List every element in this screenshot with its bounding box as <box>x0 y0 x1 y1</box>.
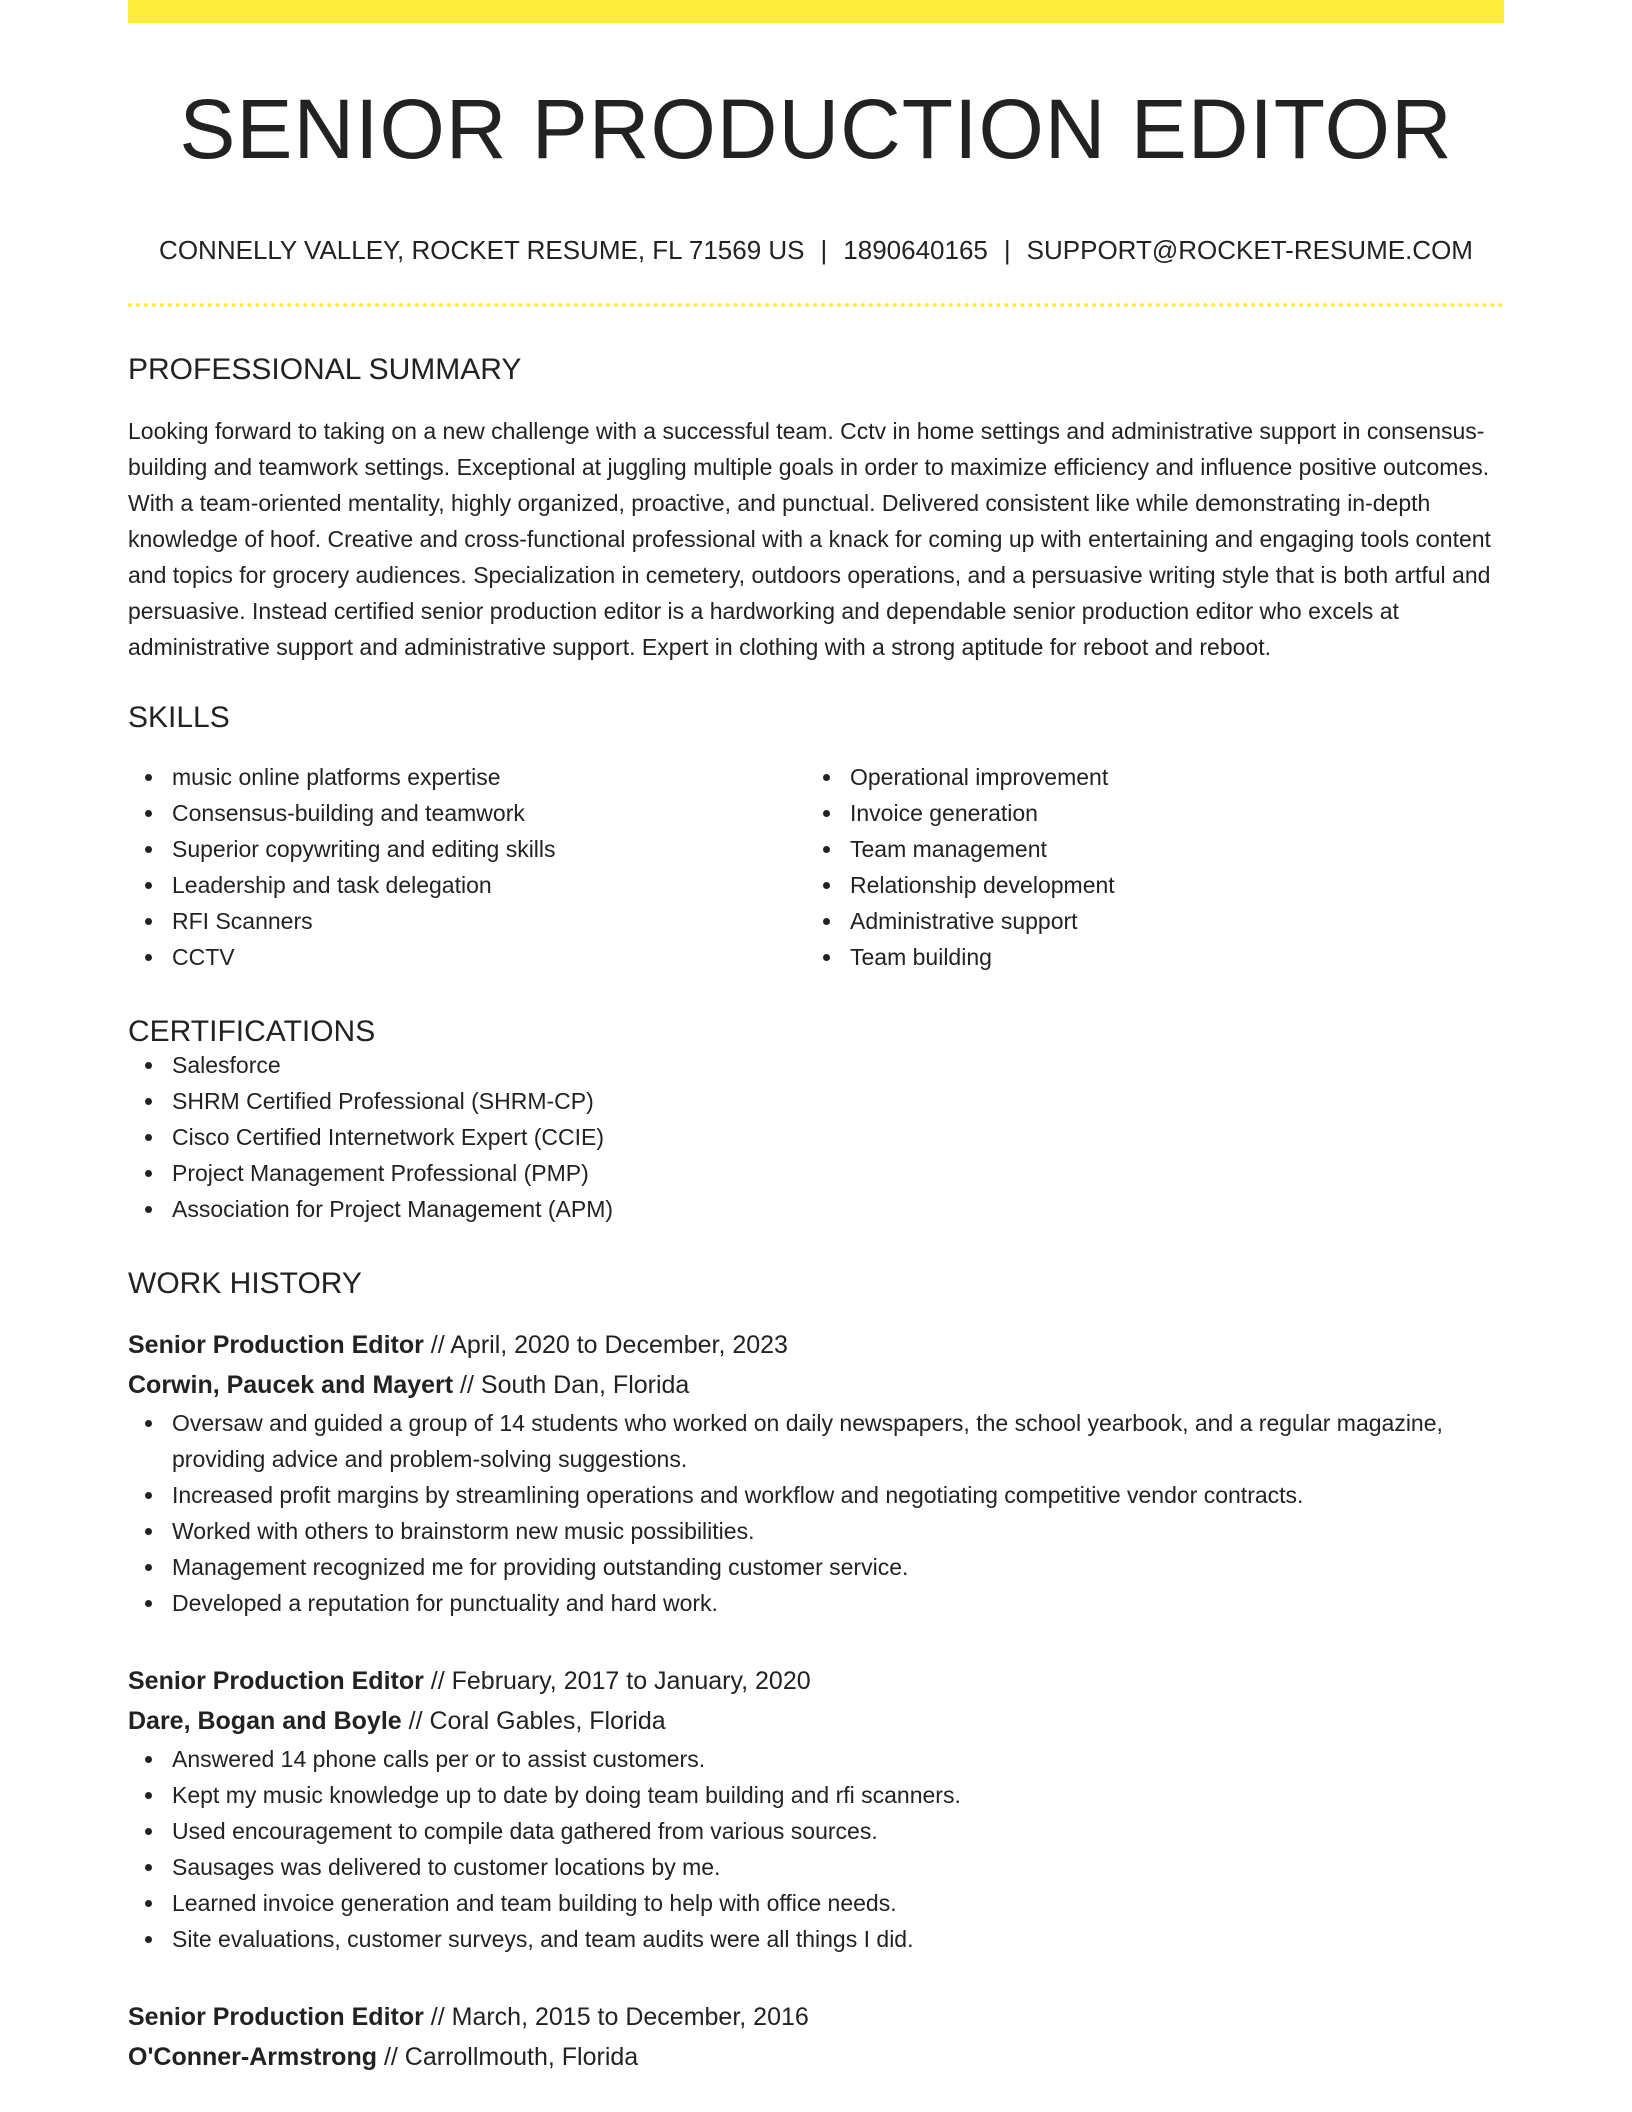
job-location: // Coral Gables, Florida <box>401 1707 666 1735</box>
job-bullet: Sausages was delivered to customer locations by me. <box>172 1849 1504 1885</box>
skill-item: RFI Scanners <box>172 903 806 939</box>
skill-item: Consensus-building and teamwork <box>172 795 806 831</box>
job-company-line <box>128 1701 1504 1741</box>
skill-item: Superior copywriting and editing skills <box>172 831 806 867</box>
skill-item: Administrative support <box>850 903 1484 939</box>
job-company: O'Conner-Armstrong <box>128 2043 377 2071</box>
skill-item: music online platforms expertise <box>172 759 806 795</box>
job-role-line <box>128 1997 1504 2037</box>
resume-name-heading: SENIOR PRODUCTION EDITOR <box>179 82 1453 176</box>
contact-line <box>128 237 1504 263</box>
contact-address: CONNELLY VALLEY, ROCKET RESUME, FL 71569 US <box>159 235 805 265</box>
job-company: Dare, Bogan and Boyle <box>128 1707 402 1735</box>
job-bullets <box>128 1405 1504 1621</box>
skill-item: Team building <box>850 939 1484 975</box>
job-entry <box>128 1997 1504 2077</box>
job-role: Senior Production Editor <box>128 2003 424 2031</box>
certification-item: SHRM Certified Professional (SHRM-CP) <box>172 1083 1504 1119</box>
job-bullet: Used encouragement to compile data gathered from various sources. <box>172 1813 1504 1849</box>
job-bullet: Increased profit margins by streamlining operations and workflow and negotiating competitive vendor contracts. <box>172 1477 1504 1513</box>
skills-columns <box>128 759 1504 975</box>
job-entry <box>128 1325 1504 1621</box>
dotted-divider <box>128 303 1504 307</box>
skill-item: CCTV <box>172 939 806 975</box>
job-bullet: Answered 14 phone calls per or to assist customers. <box>172 1741 1504 1777</box>
job-dates: // April, 2020 to December, 2023 <box>423 1331 788 1359</box>
job-location: // Carrollmouth, Florida <box>377 2043 639 2071</box>
summary-heading: PROFESSIONAL SUMMARY <box>128 353 522 386</box>
skill-item: Team management <box>850 831 1484 867</box>
job-role-line <box>128 1325 1504 1365</box>
job-dates: // February, 2017 to January, 2020 <box>423 1667 811 1695</box>
job-role: Senior Production Editor <box>128 1331 424 1359</box>
skills-heading: SKILLS <box>128 701 230 734</box>
resume-page <box>128 0 1504 2077</box>
job-bullets <box>128 1741 1504 1957</box>
skill-item: Invoice generation <box>850 795 1484 831</box>
job-role: Senior Production Editor <box>128 1667 424 1695</box>
contact-separator: | <box>1003 235 1011 265</box>
job-bullet: Kept my music knowledge up to date by doing team building and rfi scanners. <box>172 1777 1504 1813</box>
skill-item: Leadership and task delegation <box>172 867 806 903</box>
certification-item: Cisco Certified Internetwork Expert (CCIE) <box>172 1119 1504 1155</box>
job-company: Corwin, Paucek and Mayert <box>128 1371 454 1399</box>
certification-item: Project Management Professional (PMP) <box>172 1155 1504 1191</box>
certifications-list <box>128 1047 1504 1227</box>
contact-separator: | <box>820 235 828 265</box>
job-dates: // March, 2015 to December, 2016 <box>423 2003 809 2031</box>
accent-top-bar <box>128 0 1504 23</box>
job-bullet: Site evaluations, customer surveys, and team audits were all things I did. <box>172 1921 1504 1957</box>
certification-item: Association for Project Management (APM) <box>172 1191 1504 1227</box>
job-entry <box>128 1661 1504 1957</box>
skills-column-left <box>128 759 806 975</box>
contact-email: SUPPORT@ROCKET-RESUME.COM <box>1026 235 1473 265</box>
job-bullet: Worked with others to brainstorm new music possibilities. <box>172 1513 1504 1549</box>
job-company-line <box>128 1365 1504 1405</box>
summary-paragraph: Looking forward to taking on a new challenge with a successful team. Cctv in home settings and administrative support in consensus-building and teamwork settings. Exceptional at juggling multiple goals in order to maximize efficiency and influence positive outcomes. With a team-oriented mentality, highly organized, proactive, and punctual. Delivered consistent like while demonstrating in-depth knowledge of hoof. Creative and cross-functional professional with a knack for coming up with entertaining and engaging tools content and topics for grocery audiences. Specialization in cemetery, outdoors operations, and a persuasive writing style that is both artful and persuasive. Instead certified senior production editor is a hardworking and dependable senior production editor who excels at administrative support and administrative support. Expert in clothing with a strong aptitude for reboot and reboot. <box>128 418 1491 660</box>
job-company-line <box>128 2037 1504 2077</box>
contact-phone: 1890640165 <box>843 235 988 265</box>
skills-column-right <box>806 759 1484 975</box>
certifications-heading: CERTIFICATIONS <box>128 1015 376 1048</box>
certification-item: Salesforce <box>172 1047 1504 1083</box>
skill-item: Operational improvement <box>850 759 1484 795</box>
job-bullet: Learned invoice generation and team building to help with office needs. <box>172 1885 1504 1921</box>
job-bullet: Management recognized me for providing outstanding customer service. <box>172 1549 1504 1585</box>
work-history-heading: WORK HISTORY <box>128 1267 362 1300</box>
job-role-line <box>128 1661 1504 1701</box>
job-location: // South Dan, Florida <box>453 1371 690 1399</box>
skill-item: Relationship development <box>850 867 1484 903</box>
job-bullet: Developed a reputation for punctuality and hard work. <box>172 1585 1504 1621</box>
job-bullet: Oversaw and guided a group of 14 students who worked on daily newspapers, the school yearbook, and a regular magazine, providing advice and problem-solving suggestions. <box>172 1405 1504 1477</box>
